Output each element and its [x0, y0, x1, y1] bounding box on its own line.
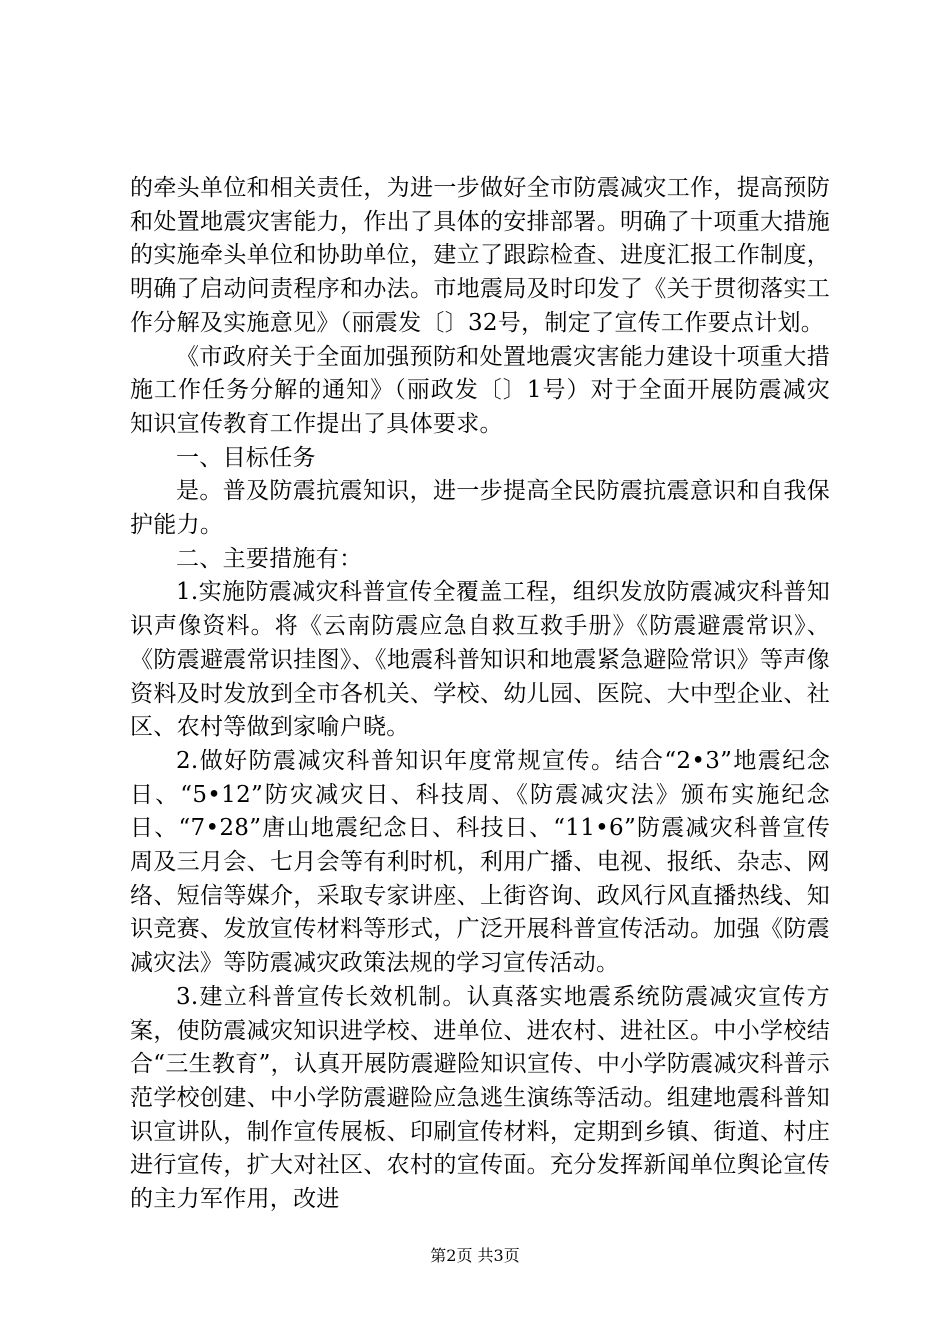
- document-body: [130, 172, 830, 1217]
- page-number-footer: 第2页 共3页: [430, 1246, 520, 1265]
- measure-item-2: 2.做好防震减灾科普知识年度常规宣传。结合“2•3”地震纪念日、“5•12”防灾减灾日、科技周、《防震减灾法》颁布实施纪念日、“7•28”唐山地震纪念日、科技日、“11•6”防震减灾科普宣传周及三月会、七月会等有利时机，利用广播、电视、报纸、杂志、网络、短信等媒介，采取专家讲座、上街咨询、政风行风直播热线、知识竞赛、发放宣传材料等形式，广泛开展科普宣传活动。加强《防震减灾法》等防震减灾政策法规的学习宣传活动。: [130, 747, 830, 977]
- section-heading-goals: 一、目标任务: [176, 444, 316, 471]
- section-heading-measures: 二、主要措施有：: [176, 545, 363, 572]
- paragraph-2: 《市政府关于全面加强预防和处置地震灾害能力建设十项重大措施工作任务分解的通知》（丽政发〔〕1号）对于全面开展防震减灾知识宣传教育工作提出了具体要求。: [130, 343, 830, 437]
- measure-item-1: 1.实施防震减灾科普宣传全覆盖工程，组织发放防震减灾科普知识声像资料。将《云南防震应急自救互救手册》《防震避震常识》、《防震避震常识挂图》、《地震科普知识和地震紧急避险常识》等声像资料及时发放到全市各机关、学校、幼儿园、医院、大中型企业、社区、农村等做到家喻户晓。: [130, 579, 830, 741]
- measure-item-3: 3.建立科普宣传长效机制。认真落实地震系统防震减灾宣传方案，使防震减灾知识进学校、进单位、进农村、进社区。中小学校结合“三生教育”，认真开展防震避险知识宣传、中小学防震减灾科普示范学校创建、中小学防震避险应急逃生演练等活动。组建地震科普知识宣讲队，制作宣传展板、印刷宣传材料，定期到乡镇、街道、村庄进行宣传，扩大对社区、农村的宣传面。充分发挥新闻单位舆论宣传的主力军作用，改进: [130, 983, 830, 1213]
- paragraph-goals: 是。普及防震抗震知识，进一步提高全民防震抗震意识和自我保护能力。: [130, 478, 830, 539]
- paragraph-1: 的牵头单位和相关责任，为进一步做好全市防震减灾工作，提高预防和处置地震灾害能力，作出了具体的安排部署。明确了十项重大措施的实施牵头单位和协助单位，建立了跟踪检查、进度汇报工作制度，明确了启动问责程序和办法。市地震局及时印发了《关于贯彻落实工作分解及实施意见》（丽震发〔〕32号，制定了宣传工作要点计划。: [130, 175, 830, 336]
